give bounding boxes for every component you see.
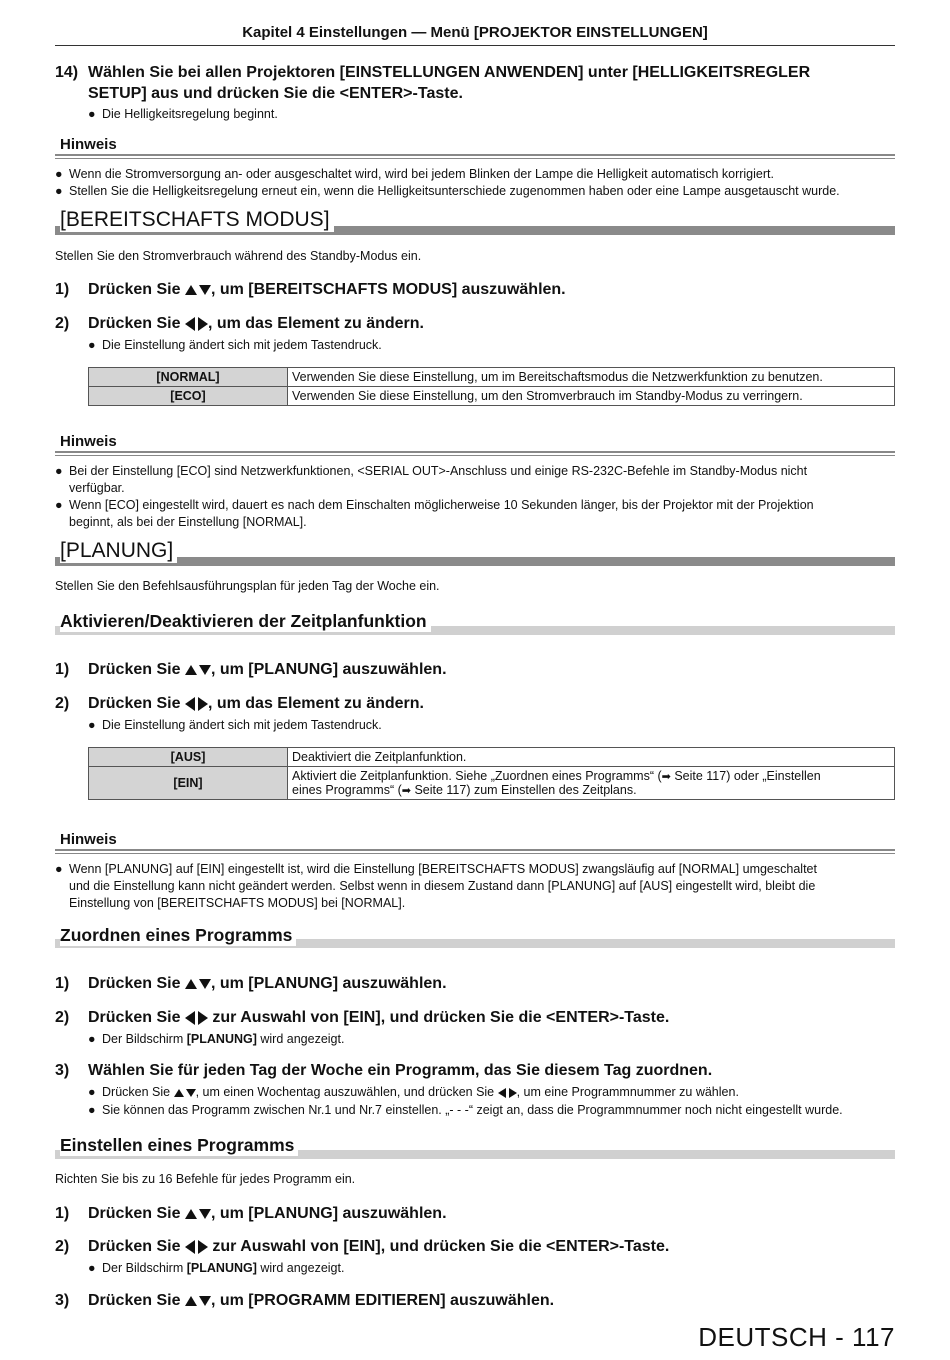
option-value: Deaktiviert die Zeitplanfunktion. [288, 748, 895, 767]
step-2 [55, 693, 905, 714]
bullet-item [88, 1260, 898, 1277]
step-2 [55, 1007, 905, 1028]
note-text: Wenn die Stromversorgung an- oder ausgeschaltet wird, wird bei jedem Blinken der Lampe die Helligkeit automatisch korrigiert. [69, 167, 774, 181]
subsection-title-zuordnen: Zuordnen eines Programms [60, 925, 296, 946]
step-text: Drücken Sie [88, 315, 185, 332]
note-item [55, 861, 895, 912]
bullet-item [88, 1031, 898, 1048]
value-text: eines Programms“ ( [292, 783, 402, 797]
bullet-icon: ● [55, 464, 63, 478]
step-number: 1) [55, 281, 70, 298]
options-table [88, 747, 895, 800]
value-text: Seite 117) oder „Einstellen [670, 769, 821, 783]
note-item [55, 166, 895, 183]
step-3 [55, 1060, 905, 1081]
step-number: 2) [55, 315, 70, 332]
options-table [88, 367, 895, 406]
note-item [55, 497, 895, 531]
right-arrow-icon [198, 317, 208, 331]
bullet-item [88, 337, 898, 354]
bullet-text: Die Einstellung ändert sich mit jedem Tastendruck. [102, 338, 382, 352]
step-number: 1) [55, 1205, 70, 1222]
step-text: , um [PLANUNG] auszuwählen. [210, 975, 447, 992]
step-number: 3) [55, 1292, 70, 1309]
step-2 [55, 1236, 905, 1257]
bullet-item [88, 106, 898, 123]
header-rule [55, 45, 895, 46]
step-text: Drücken Sie [88, 661, 185, 678]
note-heading: Hinweis [60, 831, 117, 848]
bullet-text: Der Bildschirm [102, 1032, 187, 1046]
step-number: 1) [55, 661, 70, 678]
bullet-text: Die Helligkeitsregelung beginnt. [102, 107, 278, 121]
subsection-title-zeitplanfunktion: Aktivieren/Deaktivieren der Zeitplanfunktion [60, 611, 431, 632]
step-text: zur Auswahl von [EIN], und drücken Sie die <ENTER>-Taste. [207, 1009, 670, 1026]
bullet-text: , um eine Programmnummer zu wählen. [516, 1085, 739, 1099]
section-bar [55, 557, 895, 566]
down-arrow-icon [199, 1296, 211, 1306]
note-text-cont: Einstellung von [BEREITSCHAFTS MODUS] bei [NORMAL]. [69, 896, 406, 910]
step-number: 3) [55, 1062, 70, 1079]
option-value: Verwenden Sie diese Einstellung, um im Bereitschaftsmodus die Netzwerkfunktion zu benutzen. [288, 368, 895, 387]
up-arrow-icon [185, 1296, 197, 1306]
bullet-text: Die Einstellung ändert sich mit jedem Tastendruck. [102, 718, 382, 732]
section-title-planung: [PLANUNG] [60, 539, 177, 563]
note-heading: Hinweis [60, 136, 117, 153]
step-number: 1) [55, 975, 70, 992]
option-value [288, 767, 895, 800]
step-1 [55, 659, 905, 680]
table-row [89, 387, 895, 406]
note-text: Bei der Einstellung [ECO] sind Netzwerkfunktionen, <SERIAL OUT>-Anschluss und einige RS-232C-Befehle im Standby-Modus nicht [69, 464, 808, 478]
down-arrow-icon [199, 285, 211, 295]
section-intro: Stellen Sie den Stromverbrauch während des Standby-Modus ein. [55, 249, 422, 263]
note-text-cont: verfügbar. [69, 481, 125, 495]
table-row [89, 767, 895, 800]
step-text: , um [PROGRAMM EDITIEREN] auszuwählen. [210, 1292, 555, 1309]
note-item [55, 463, 895, 497]
right-arrow-icon [198, 1240, 208, 1254]
down-arrow-icon [199, 979, 211, 989]
note-rule [55, 849, 895, 854]
step-14 [55, 62, 905, 83]
page-ref-arrow-icon: ➡ [661, 771, 671, 783]
table-row [89, 748, 895, 767]
bullet-text: , um einen Wochentag auszuwählen, und drücken Sie [195, 1085, 498, 1099]
bullet-item [88, 717, 898, 734]
option-key: [AUS] [89, 748, 288, 767]
bullet-icon: ● [88, 1085, 96, 1099]
bullet-icon: ● [88, 1103, 96, 1117]
step-3 [55, 1290, 905, 1311]
step-text-line1: Wählen Sie bei allen Projektoren [EINSTELLUNGEN ANWENDEN] unter [HELLIGKEITSREGLER [88, 64, 811, 81]
note-text: Wenn [ECO] eingestellt wird, dauert es nach dem Einschalten möglicherweise 10 Sekunden länger, bis der Projektor mit der Projektion [69, 498, 814, 512]
step-text: Drücken Sie [88, 1009, 185, 1026]
note-heading: Hinweis [60, 433, 117, 450]
bullet-text: Der Bildschirm [102, 1261, 187, 1275]
step-text: Drücken Sie [88, 695, 185, 712]
step-text: Wählen Sie für jeden Tag der Woche ein Programm, das Sie diesem Tag zuordnen. [88, 1062, 713, 1079]
page-footer: DEUTSCH - 117 [698, 1322, 895, 1352]
right-arrow-icon [198, 697, 208, 711]
step-text: Drücken Sie [88, 1205, 185, 1222]
note-item [55, 183, 895, 200]
step-text: Drücken Sie [88, 1238, 185, 1255]
section-title-bereitschafts-modus: [BEREITSCHAFTS MODUS] [60, 208, 334, 232]
right-arrow-icon [198, 1011, 208, 1025]
note-text-cont: beginnt, als bei der Einstellung [NORMAL]. [69, 515, 307, 529]
step-text: , um [PLANUNG] auszuwählen. [210, 661, 447, 678]
note-text: Wenn [PLANUNG] auf [EIN] eingestellt ist, wird die Einstellung [BEREITSCHAFTS MODUS] zwangsläufig auf [NORMAL] umgeschaltet [69, 862, 817, 876]
bullet-icon: ● [88, 1261, 96, 1275]
step-1 [55, 279, 905, 300]
bullet-text: wird angezeigt. [256, 1261, 345, 1275]
bullet-icon: ● [55, 862, 63, 876]
down-arrow-icon [199, 1209, 211, 1219]
step-number: 2) [55, 1238, 70, 1255]
step-text: , um [PLANUNG] auszuwählen. [210, 1205, 447, 1222]
section-intro: Richten Sie bis zu 16 Befehle für jedes Programm ein. [55, 1172, 356, 1186]
up-arrow-icon [185, 285, 197, 295]
step-text: , um das Element zu ändern. [207, 695, 424, 712]
up-arrow-icon [185, 665, 197, 675]
up-arrow-icon [185, 1209, 197, 1219]
value-text: Aktiviert die Zeitplanfunktion. Siehe „Zuordnen eines Programms“ ( [292, 769, 662, 783]
note-rule [55, 451, 895, 456]
note-text: Stellen Sie die Helligkeitsregelung erneut ein, wenn die Helligkeitsunterschiede zugenommen haben oder eine Lampe ausgetauscht wurde. [69, 184, 840, 198]
bullet-icon: ● [88, 718, 96, 732]
bullet-text-bold: [PLANUNG] [186, 1261, 257, 1275]
chapter-header: Kapitel 4 Einstellungen — Menü [PROJEKTOR EINSTELLUNGEN] [242, 24, 708, 41]
left-arrow-icon [498, 1088, 506, 1098]
bullet-text-bold: [PLANUNG] [186, 1032, 257, 1046]
step-text: , um das Element zu ändern. [207, 315, 424, 332]
bullet-icon: ● [88, 338, 96, 352]
left-arrow-icon [185, 317, 195, 331]
bullet-icon: ● [55, 184, 63, 198]
step-text: zur Auswahl von [EIN], und drücken Sie die <ENTER>-Taste. [207, 1238, 670, 1255]
option-value: Verwenden Sie diese Einstellung, um den Stromverbrauch im Standby-Modus zu verringern. [288, 387, 895, 406]
option-key: [ECO] [89, 387, 288, 406]
step-text: Drücken Sie [88, 975, 185, 992]
bullet-item [88, 1084, 898, 1101]
value-text: Seite 117) zum Einstellen des Zeitplans. [410, 783, 637, 797]
step-number: 2) [55, 695, 70, 712]
bullet-item [88, 1102, 898, 1119]
down-arrow-icon [199, 665, 211, 675]
step-number: 2) [55, 1009, 70, 1026]
note-rule [55, 154, 895, 159]
right-arrow-icon [509, 1088, 517, 1098]
step-text: Drücken Sie [88, 281, 185, 298]
step-1 [55, 1203, 905, 1224]
step-text: , um [BEREITSCHAFTS MODUS] auszuwählen. [210, 281, 566, 298]
left-arrow-icon [185, 1011, 195, 1025]
note-text-cont: und die Einstellung kann nicht geändert werden. Selbst wenn in diesem Zustand dann [PLANUNG] auf [AUS] eingestellt wird, bleibt die [69, 879, 816, 893]
bullet-icon: ● [55, 498, 63, 512]
step-number: 14) [55, 64, 79, 81]
bullet-text: Drücken Sie [102, 1085, 174, 1099]
bullet-text: wird angezeigt. [256, 1032, 345, 1046]
left-arrow-icon [185, 697, 195, 711]
up-arrow-icon [174, 1089, 184, 1097]
bullet-icon: ● [88, 107, 96, 121]
step-text: Drücken Sie [88, 1292, 185, 1309]
step-14-line2: SETUP] aus und drücken Sie die <ENTER>-Taste. [88, 85, 463, 102]
subsection-title-einstellen: Einstellen eines Programms [60, 1135, 298, 1156]
down-arrow-icon [186, 1089, 196, 1097]
page-ref-arrow-icon: ➡ [401, 785, 411, 797]
table-row [89, 368, 895, 387]
bullet-icon: ● [88, 1032, 96, 1046]
bullet-text: Sie können das Programm zwischen Nr.1 und Nr.7 einstellen. „- - -“ zeigt an, dass die Programmnummer noch nicht eingestellt wurde. [102, 1103, 843, 1117]
step-1 [55, 973, 905, 994]
left-arrow-icon [185, 1240, 195, 1254]
up-arrow-icon [185, 979, 197, 989]
option-key: [NORMAL] [89, 368, 288, 387]
section-intro: Stellen Sie den Befehlsausführungsplan für jeden Tag der Woche ein. [55, 579, 440, 593]
bullet-icon: ● [55, 167, 63, 181]
step-2 [55, 313, 905, 334]
option-key: [EIN] [89, 767, 288, 800]
